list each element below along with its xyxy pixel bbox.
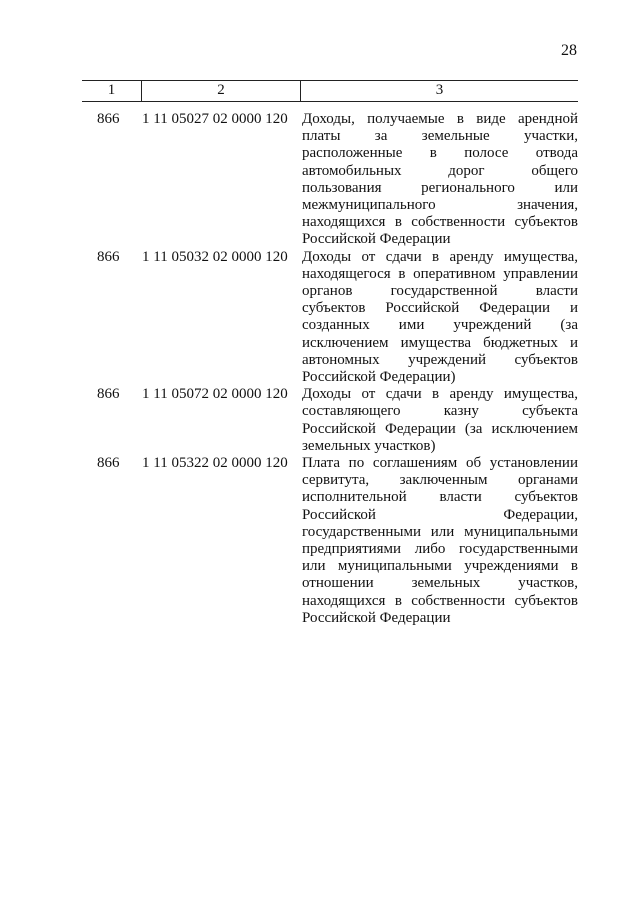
budget-code-cell: 1 11 05032 02 0000 120 bbox=[142, 248, 288, 265]
budget-code-cell: 1 11 05027 02 0000 120 bbox=[142, 111, 288, 127]
description-line: Доходы от сдачи в аренду имущества, bbox=[302, 248, 578, 265]
description-line: Плата по соглашениям об установлении bbox=[302, 455, 578, 472]
description-line: Российской Федерации) bbox=[302, 369, 456, 386]
description-line: Российской Федерации bbox=[302, 231, 451, 248]
admin-code-cell: 866 bbox=[97, 455, 120, 472]
table-row bbox=[82, 455, 578, 627]
description-line: находящихся в собственности субъектов bbox=[302, 214, 578, 231]
description-line: расположенные в полосе отвода bbox=[302, 145, 578, 162]
description-line: Российской Федерации bbox=[302, 609, 451, 626]
description-line: органов государственной власти bbox=[302, 283, 578, 300]
description-cell bbox=[302, 111, 578, 249]
description-line: субъектов Российской Федерации и bbox=[302, 300, 578, 317]
description-line: составляющего казну субъекта bbox=[302, 403, 578, 420]
description-line: автономных учреждений субъектов bbox=[302, 351, 578, 368]
description-line: находящегося в оперативном управлении bbox=[302, 265, 578, 282]
table-row bbox=[82, 111, 578, 249]
admin-code-cell: 866 bbox=[97, 386, 120, 403]
description-line: земельных участков) bbox=[302, 437, 436, 454]
description-line: находящихся в собственности субъектов bbox=[302, 592, 578, 609]
header-col-3: 3 bbox=[435, 82, 444, 98]
description-line: Российской Федерации, bbox=[302, 506, 578, 523]
revenue-codes-table bbox=[82, 80, 578, 627]
description-line: исключением имущества бюджетных и bbox=[302, 334, 578, 351]
description-line: Доходы от сдачи в аренду имущества, bbox=[302, 386, 578, 403]
header-col-2: 2 bbox=[142, 81, 301, 101]
table-row bbox=[82, 249, 578, 387]
header-col-1: 1 bbox=[82, 81, 142, 101]
description-line: автомобильных дорог общего bbox=[302, 162, 578, 179]
description-cell bbox=[302, 386, 578, 455]
page-number: 28 bbox=[561, 42, 577, 59]
description-line: пользования регионального или bbox=[302, 179, 578, 196]
description-line: сервитута, заключенным органами bbox=[302, 472, 578, 489]
admin-code-cell: 866 bbox=[97, 248, 120, 265]
budget-code-cell: 1 11 05072 02 0000 120 bbox=[142, 386, 288, 403]
description-line: государственными или муниципальными bbox=[302, 523, 578, 540]
budget-code-cell: 1 11 05322 02 0000 120 bbox=[142, 455, 288, 472]
description-line: предприятиями либо государственными bbox=[302, 541, 578, 558]
table-body bbox=[82, 111, 578, 627]
description-line: отношении земельных участков, bbox=[302, 575, 578, 592]
description-line: созданных ими учреждений (за bbox=[302, 317, 578, 334]
description-line: или муниципальными учреждениями в bbox=[302, 558, 578, 575]
description-line: Доходы, получаемые в виде арендной bbox=[302, 111, 578, 127]
table-header bbox=[82, 80, 578, 102]
table-row bbox=[82, 386, 578, 455]
description-line: платы за земельные участки, bbox=[302, 128, 578, 145]
description-line: Российской Федерации (за исключением bbox=[302, 420, 578, 437]
description-line: межмуниципального значения, bbox=[302, 197, 578, 214]
description-cell bbox=[302, 455, 578, 627]
admin-code-cell: 866 bbox=[97, 111, 120, 127]
description-line: исполнительной власти субъектов bbox=[302, 489, 578, 506]
description-cell bbox=[302, 249, 578, 387]
